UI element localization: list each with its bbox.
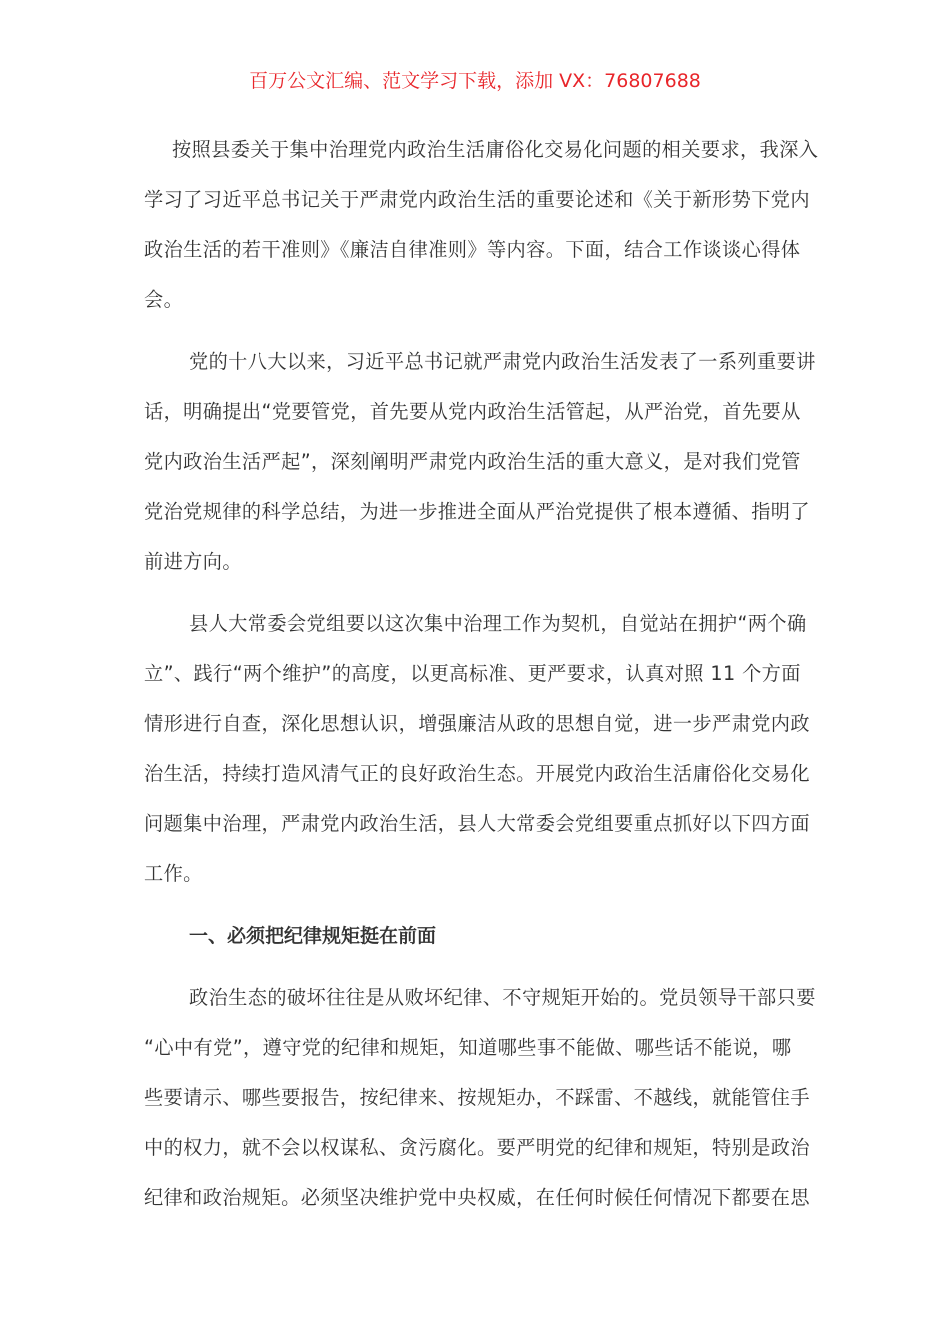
paragraph-background xyxy=(144,337,824,587)
text-line: 党内政治生活严起”，深刻阐明严肃党内政治生活的重大意义，是对我们党管 xyxy=(144,450,801,473)
text-line: 纪律和政治规矩。必须坚决维护党中央权威，在任何时候任何情况下都要在思 xyxy=(144,1186,810,1209)
section-heading: 一、必须把纪律规矩挺在前面 xyxy=(189,925,437,947)
text-line: 些要请示、哪些要报告，按纪律来、按规矩办，不踩雷、不越线，就能管住手 xyxy=(144,1086,810,1109)
text-line: 政治生活的若干准则》《廉洁自律准则》等内容。下面，结合工作谈谈心得体 xyxy=(144,238,801,261)
text-line: 话，明确提出“党要管党，首先要从党内政治生活管起，从严治党，首先要从 xyxy=(144,400,801,423)
text-line: 情形进行自查，深化思想认识，增强廉洁从政的思想自觉，进一步严肃党内政 xyxy=(144,712,810,735)
paragraph-plan xyxy=(144,599,824,899)
text-line: 政治生态的破坏往往是从败坏纪律、不守规矩开始的。党员领导干部只要 xyxy=(189,986,816,1009)
text-line: 按照县委关于集中治理党内政治生活庸俗化交易化问题的相关要求，我深入 xyxy=(172,138,819,161)
text-line: 工作。 xyxy=(144,862,203,885)
text-line: 立”、践行“两个维护”的高度，以更高标准、更严要求，认真对照 11 个方面 xyxy=(144,662,801,685)
paragraph-discipline xyxy=(144,973,824,1223)
text-line: 党治党规律的科学总结，为进一步推进全面从严治党提供了根本遵循、指明了 xyxy=(144,500,810,523)
paragraph-intro xyxy=(144,125,824,325)
text-line: “心中有党”，遵守党的纪律和规矩，知道哪些事不能做、哪些话不能说，哪 xyxy=(144,1036,792,1059)
promo-header: 百万公文汇编、范文学习下载，添加 VX：76807688 xyxy=(249,70,701,92)
text-line: 治生活，持续打造风清气正的良好政治生态。开展党内政治生活庸俗化交易化 xyxy=(144,762,810,785)
text-line: 前进方向。 xyxy=(144,550,242,573)
document-page xyxy=(144,56,824,1235)
text-line: 学习了习近平总书记关于严肃党内政治生活的重要论述和《关于新形势下党内 xyxy=(144,188,810,211)
text-line: 党的十八大以来，习近平总书记就严肃党内政治生活发表了一系列重要讲 xyxy=(189,350,816,373)
text-line: 中的权力，就不会以权谋私、贪污腐化。要严明党的纪律和规矩，特别是政治 xyxy=(144,1136,810,1159)
text-line: 问题集中治理，严肃党内政治生活，县人大常委会党组要重点抓好以下四方面 xyxy=(144,812,810,835)
text-line: 会。 xyxy=(144,288,184,311)
text-line: 县人大常委会党组要以这次集中治理工作为契机，自觉站在拥护“两个确 xyxy=(189,612,807,635)
